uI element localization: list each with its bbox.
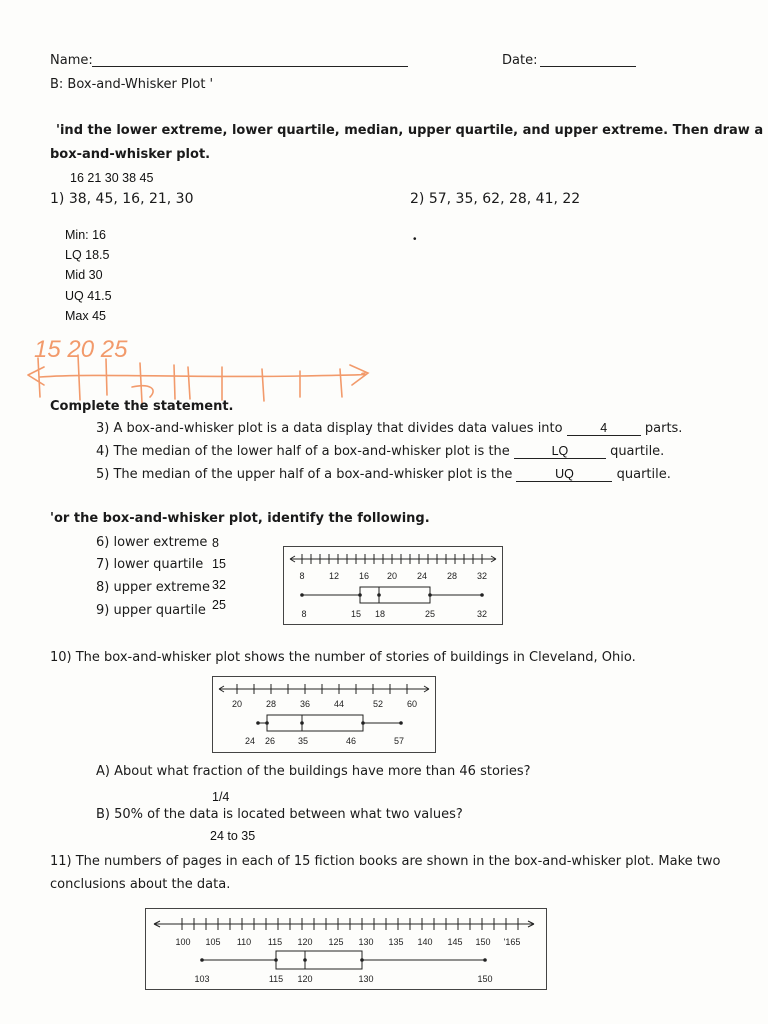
name-field[interactable] bbox=[92, 66, 408, 67]
plot2-value-label: 46 bbox=[345, 736, 357, 746]
statement-4-text: 4) The median of the lower half of a box-and-whisker plot is the bbox=[96, 444, 510, 459]
plot3-tick-label: 135 bbox=[388, 937, 404, 947]
plot2-tick-label: 36 bbox=[299, 699, 311, 709]
plot1-value-label: 32 bbox=[476, 609, 488, 619]
plot1-tick-label: 28 bbox=[446, 571, 458, 581]
statement-4-suffix: quartile. bbox=[610, 444, 665, 459]
answer-uq: UQ 41.5 bbox=[65, 289, 112, 303]
plot3-tick-label: 120 bbox=[297, 937, 313, 947]
plot1-tick-label: 32 bbox=[476, 571, 488, 581]
plot2-tick-label: 28 bbox=[265, 699, 277, 709]
plot3-value-label: 115 bbox=[268, 974, 284, 984]
q6-label: 6) lower extreme bbox=[96, 535, 208, 550]
plot3-tick-label: 125 bbox=[328, 937, 344, 947]
plot3-tick-label: 130 bbox=[358, 937, 374, 947]
box-plot-1 bbox=[283, 546, 503, 625]
answer-lq: LQ 18.5 bbox=[65, 248, 110, 262]
q11-line2: conclusions about the data. bbox=[50, 877, 231, 892]
plot1-value-label: 18 bbox=[374, 609, 386, 619]
date-field[interactable] bbox=[540, 66, 636, 67]
q7-answer: 15 bbox=[212, 557, 226, 571]
plot3-tick-label: 100 bbox=[175, 937, 191, 947]
problem-2-label: 2) 57, 35, 62, 28, 41, 22 bbox=[410, 191, 581, 207]
plot3-value-label: 150 bbox=[477, 974, 493, 984]
plot2-tick-label: 60 bbox=[406, 699, 418, 709]
plot3-tick-label: 145 bbox=[447, 937, 463, 947]
plot3-tick-label: 105 bbox=[205, 937, 221, 947]
statement-5-text: 5) The median of the upper half of a box-and-whisker plot is the bbox=[96, 467, 513, 482]
q10-part-a-answer: 1/4 bbox=[212, 790, 230, 804]
q9-answer: 25 bbox=[212, 598, 226, 612]
plot2-value-label: 35 bbox=[297, 736, 309, 746]
plot1-tick-label: 16 bbox=[358, 571, 370, 581]
q10-text: 10) The box-and-whisker plot shows the number of stories of buildings in Cleveland, Ohio. bbox=[50, 650, 636, 665]
plot3-tick-label: 115 bbox=[267, 937, 283, 947]
plot3-tick-label: 140 bbox=[417, 937, 433, 947]
box-plot-3 bbox=[145, 908, 547, 990]
plot3-tick-label: 150 bbox=[475, 937, 491, 947]
q10-part-a: A) About what fraction of the buildings have more than 46 stories? bbox=[96, 764, 531, 779]
plot2-tick-label: 52 bbox=[372, 699, 384, 709]
q8-label: 8) upper extreme bbox=[96, 580, 210, 595]
statement-3-answer[interactable]: 4 bbox=[567, 421, 641, 436]
statement-5-answer[interactable]: UQ bbox=[516, 467, 612, 482]
plot1-value-label: 25 bbox=[424, 609, 436, 619]
box-plot-2 bbox=[212, 676, 436, 753]
plot2-tick-label: 44 bbox=[333, 699, 345, 709]
sketch-numbers: 15 20 25 bbox=[34, 336, 128, 363]
statement-3-suffix: parts. bbox=[644, 421, 683, 436]
q10-part-b-answer: 24 to 35 bbox=[210, 829, 256, 843]
instructions-line2: box-and-whisker plot. bbox=[50, 147, 211, 162]
statement-5 bbox=[96, 467, 671, 482]
plot3-value-label: 103 bbox=[194, 974, 210, 984]
q7-label: 7) lower quartile bbox=[96, 557, 204, 572]
q11-line1: 11) The numbers of pages in each of 15 fiction books are shown in the box-and-whisker plot. Make two bbox=[50, 854, 721, 869]
plot1-tick-label: 8 bbox=[299, 571, 305, 581]
identify-heading: 'or the box-and-whisker plot, identify the following. bbox=[50, 511, 430, 526]
q10-part-b: B) 50% of the data is located between what two values? bbox=[96, 807, 463, 822]
answer-min: Min: 16 bbox=[65, 228, 106, 242]
plot2-value-label: 26 bbox=[264, 736, 276, 746]
plot1-tick-label: 20 bbox=[386, 571, 398, 581]
sorted-values-answer: 16 21 30 38 45 bbox=[70, 171, 154, 185]
plot3-tick-label: '165 bbox=[503, 937, 521, 947]
plot1-tick-label: 12 bbox=[328, 571, 340, 581]
answer-mid: Mid 30 bbox=[65, 268, 103, 282]
plot2-tick-label: 20 bbox=[231, 699, 243, 709]
q8-answer: 32 bbox=[212, 578, 226, 592]
problem-1-label: 1) 38, 45, 16, 21, 30 bbox=[50, 191, 194, 207]
statement-3 bbox=[96, 421, 682, 436]
plot3-tick-label: 110 bbox=[236, 937, 252, 947]
plot2-value-label: 24 bbox=[244, 736, 256, 746]
plot1-value-label: 15 bbox=[350, 609, 362, 619]
complete-heading: Complete the statement. bbox=[50, 399, 234, 414]
date-label: Date: bbox=[502, 53, 538, 68]
instructions-line1: 'ind the lower extreme, lower quartile, median, upper quartile, and upper extreme. Then draw a bbox=[56, 123, 764, 138]
q9-label: 9) upper quartile bbox=[96, 603, 206, 618]
plot1-value-label: 8 bbox=[301, 609, 307, 619]
statement-4 bbox=[96, 444, 664, 459]
plot1-tick-label: 24 bbox=[416, 571, 428, 581]
q6-answer: 8 bbox=[212, 536, 219, 550]
statement-3-text: 3) A box-and-whisker plot is a data display that divides data values into bbox=[96, 421, 563, 436]
stray-mark: • bbox=[413, 234, 417, 245]
plot3-value-label: 120 bbox=[297, 974, 313, 984]
statement-5-suffix: quartile. bbox=[616, 467, 671, 482]
plot2-value-label: 57 bbox=[393, 736, 405, 746]
plot3-value-label: 130 bbox=[358, 974, 374, 984]
answer-max: Max 45 bbox=[65, 309, 106, 323]
name-label: Name: bbox=[50, 53, 93, 68]
statement-4-answer[interactable]: LQ bbox=[514, 444, 606, 459]
plot1-ticks bbox=[302, 554, 482, 564]
worksheet-title: B: Box-and-Whisker Plot ' bbox=[50, 77, 214, 92]
